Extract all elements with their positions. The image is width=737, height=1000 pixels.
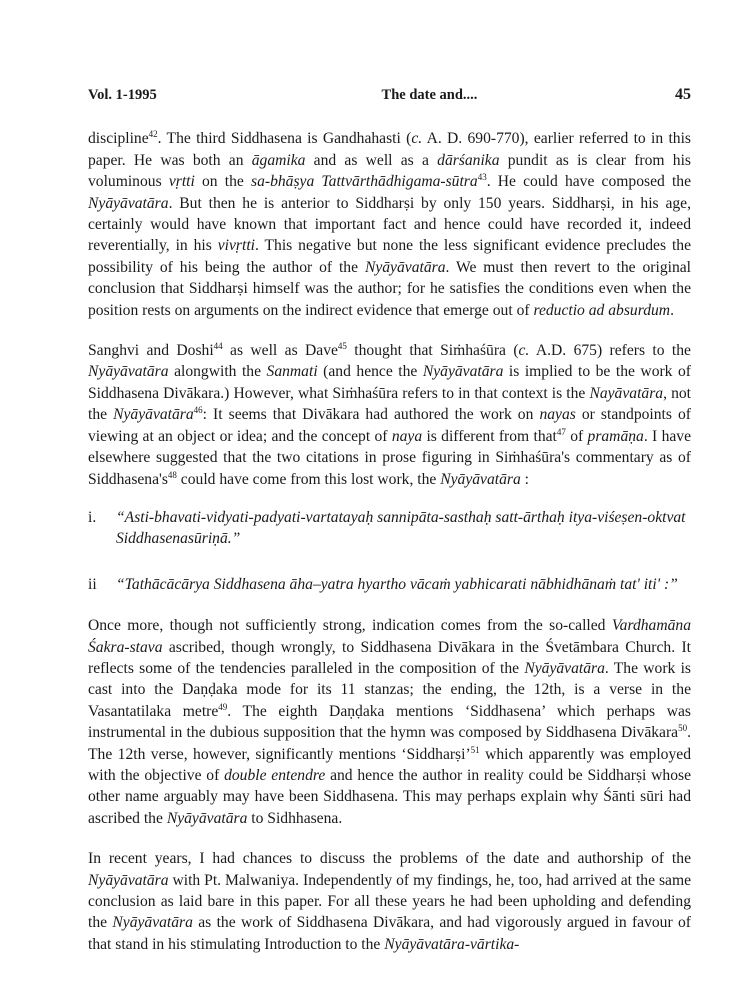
page-number: 45 bbox=[675, 86, 691, 103]
paragraph-3: Once more, though not sufficiently strong, indication comes from the so-called Vardhamāna Śakra-stava ascribed, though wrongly, to Siddhasena Divākara in the Śvetāmbara Church. It reflects some of the tendencies paralleled in the composition of the Nyāyāvatāra. The work is cast into the Daṇḍaka mode for its 11 stanzas; the ending, the 12th, is a verse in the Vasantatilaka metre$^{49}$. The eighth Daṇḍaka mentions ‘Siddhasena’ which perhaps was instrumental in the dubious supposition that the hymn was composed by Siddhasena Divākara$^{50}$. The 12th verse, however, significantly mentions ‘Siddharṣi’$^{51}$ which apparently was employed with the objective of double entendre and hence the author in reality could be Siddharṣi whose other name arguably may have been Siddhasena. This may perhaps explain why Śānti sūri had ascribed the Nyāyāvatāra to Sidhhasena. bbox=[88, 617, 692, 827]
citation-text: “Tathācācārya Siddhasena āha–yatra hyartho vācaṁ yabhicarati nābhidhānaṁ tat' iti' :” bbox=[116, 575, 678, 593]
footnote-ref: 42 bbox=[148, 129, 158, 140]
citation-marker: ii bbox=[88, 575, 97, 593]
citation-2 bbox=[88, 574, 691, 595]
paragraph-1: discipline$^{42}$. The third Siddhasena is Gandhahasti (c. A. D. 690-770), earlier referred to in this paper. He was both an āgamika and as well as a dārśanika pundit as is clear from his voluminous vṛtti on the sa-bhāṣya Tattvārthādhigama-sūtra$^{43}$. He could have composed the Nyāyāvatāra. But then he is anterior to Siddharṣi by only 150 years. Siddharṣi, in his age, certainly would have known that important fact and hence could have recorded it, indeed reverentially, in his vivṛtti. This negative but none the less significant evidence precludes the possibility of his being the author of the Nyāyāvatāra. We must then revert to the original conclusion that Siddharṣi himself was the author; for he satisfies the conditions even when the position rests on arguments on the indirect evidence that emerge out of reductio ad absurdum. bbox=[88, 129, 692, 319]
footnote-ref: 45 bbox=[337, 340, 347, 351]
paragraph-2: Sanghvi and Doshi$^{44}$ as well as Dave$^{45}$ thought that Siṁhaśūra (c. A.D. 675) refers to the Nyāyāvatāra alongwith the Sanmati (and hence the Nyāyāvatāra is implied to be the work of Siddhasena Divākara.) However, what Siṁhaśūra refers to in that context is the Nayāvatāra, not the Nyāyāvatāra$^{46}$: It seems that Divākara had authored the work on nayas or standpoints of viewing at an object or idea; and the concept of naya is different from that$^{47}$ of pramāṇa. I have elsewhere suggested that the two citations in prose figuring in Siṁhaśūra's commentary as of $Siddhasena's^{48}$ could have come from this lost work, the Nyāyāvatāra : bbox=[88, 340, 692, 488]
citation-text: “Asti-bhavati-vidyati-padyati-vartatayaḥ sannipāta-sasthaḥ satt-ārthaḥ itya-viśeṣen-oktvat Siddhasenasūriṇā.” bbox=[116, 508, 686, 548]
footnote-ref: 49 bbox=[218, 701, 228, 712]
running-title: The date and.... bbox=[381, 87, 478, 103]
footnote-ref: 50 bbox=[678, 722, 688, 733]
footnote-ref: 48 bbox=[167, 469, 177, 480]
footnote-ref: 43 bbox=[477, 172, 487, 183]
paragraph-4: In recent years, I had chances to discuss the problems of the date and authorship of the Nyāyāvatāra with Pt. Malwaniya. Independently of my findings, he, too, had arrived at the same conclusion as laid bare in this paper. For all these years he had been upholding and defending the Nyāyāvatāra as the work of Siddhasena Divākara, and had vigorously argued in favour of that stand in his stimulating Introduction to the Nyāyāvatāra-vārtika- bbox=[88, 850, 691, 953]
footnote-ref: 44 bbox=[213, 340, 223, 351]
citation-1 bbox=[88, 507, 691, 550]
running-header bbox=[88, 84, 691, 106]
footnote-ref: 46 bbox=[193, 405, 203, 416]
footnote-ref: 47 bbox=[556, 426, 566, 437]
journal-volume: Vol. 1-1995 bbox=[88, 87, 157, 103]
footnote-ref: 51 bbox=[470, 744, 480, 755]
citation-marker: i. bbox=[88, 508, 97, 526]
